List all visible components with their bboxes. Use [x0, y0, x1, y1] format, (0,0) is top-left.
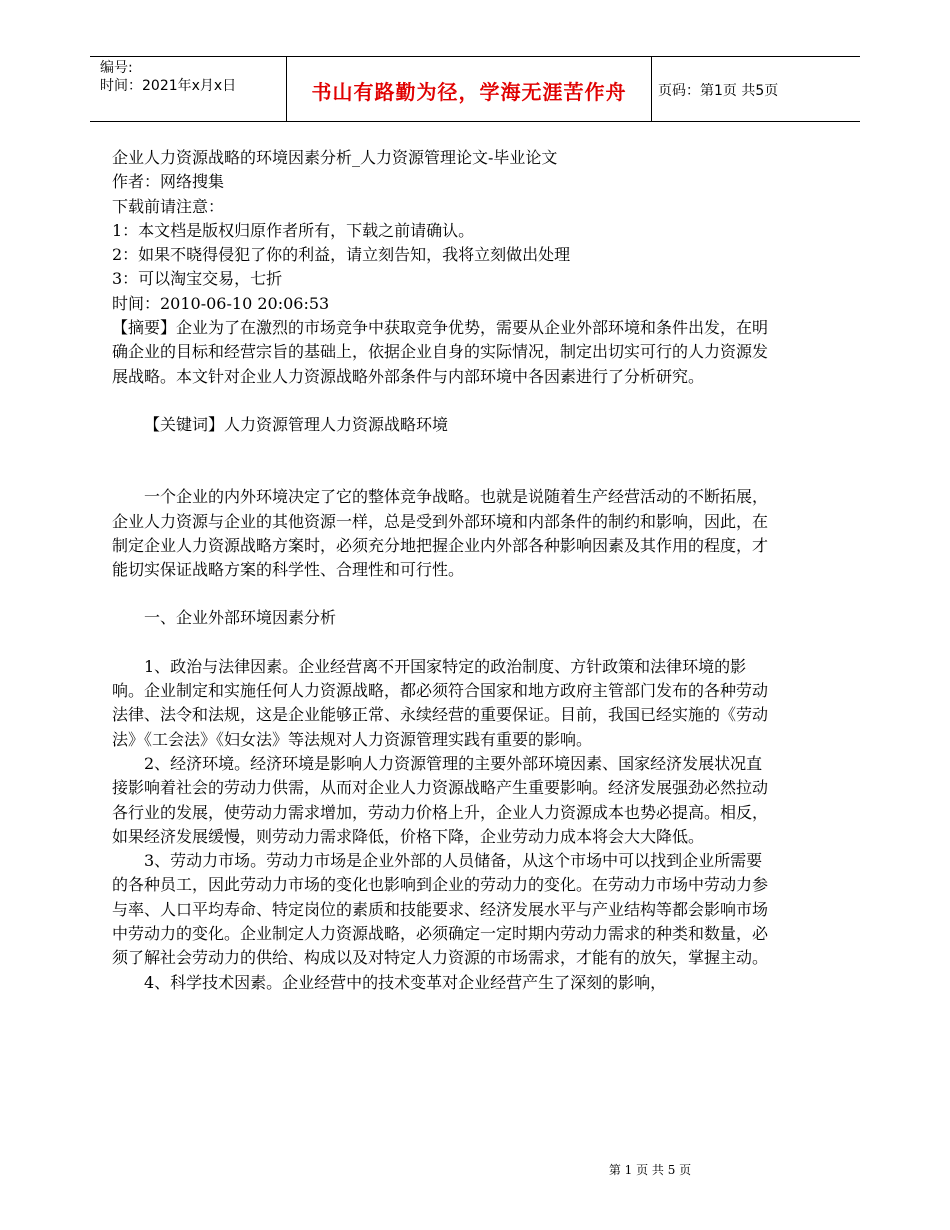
notice-item: 3：可以淘宝交易，七折: [112, 269, 283, 289]
body-paragraph: 4、科学技术因素。企业经营中的技术变革对企业经营产生了深刻的影响，: [144, 972, 667, 992]
document-date-label: 时间：2021年x月x日: [100, 78, 237, 94]
header-top-rule: [90, 56, 860, 57]
document-timestamp: 时间：2010-06-10 20:06:53: [112, 293, 330, 313]
header-divider-right: [651, 56, 652, 121]
body-paragraph: 2、经济环境。经济环境是影响人力资源管理的主要外部环境因素、国家经济发展状况直接影响着社会的劳动力供需，从而对企业人力资源战略产生重要影响。经济发展强劲必然拉动各行业的发展，使劳动力需求增加，劳动力价格上升，企业人力资源成本也势必提高。相反，如果经济发展缓慢，则劳动力需求降低，价格下降，企业劳动力成本将会大大降低。: [112, 753, 769, 846]
intro-paragraph: 一个企业的内外环境决定了它的整体竞争战略。也就是说随着生产经营活动的不断拓展，企业人力资源与企业的其他资源一样，总是受到外部环境和内部条件的制约和影响，因此，在制定企业人力资源战略方案时，必须充分地把握企业内外部各种影响因素及其作用的程度，才能切实保证战略方案的科学性、合理性和可行性。: [112, 487, 769, 580]
document-number-label: 编号:: [100, 60, 133, 76]
body-paragraph: 3、劳动力市场。劳动力市场是企业外部的人员储备，从这个市场中可以找到企业所需要的各种员工，因此劳动力市场的变化也影响到企业的劳动力的变化。在劳动力市场中劳动力参与率、人口平均寿命、特定岗位的素质和技能要求、经济发展水平与产业结构等都会影响市场中劳动力的变化。企业制定人力资源战略，必须确定一定时期内劳动力需求的种类和数量，必须了解社会劳动力的供给、构成以及对特定人力资源的市场需求，才能有的放矢，掌握主动。: [112, 851, 769, 968]
footer-page-number: 第 1 页 共 5 页: [608, 1163, 692, 1177]
body-paragraph: 1、政治与法律因素。企业经营离不开国家特定的政治制度、方针政策和法律环境的影响。企业制定和实施任何人力资源战略，都必须符合国家和地方政府主管部门发布的各种劳动法律、法令和法规，这是企业能够正常、永续经营的重要保证。目前，我国已经实施的《劳动法》《工会法》《妇女法》等法规对人力资源管理实践有重要的影响。: [112, 656, 769, 749]
header-meta: [100, 59, 236, 95]
document-body: [112, 146, 772, 995]
header-page-number: 页码：第1页 共5页: [658, 83, 779, 99]
keywords-line: 【关键词】人力资源管理人力资源战略环境: [144, 414, 449, 434]
notice-item: 1：本文档是版权归原作者所有，下载之前请确认。: [112, 220, 475, 240]
notice-heading: 下载前请注意：: [112, 196, 225, 216]
header-motto: 书山有路勤为径，学海无涯苦作舟: [311, 80, 627, 104]
abstract-paragraph: 【摘要】企业为了在激烈的市场竞争中获取竞争优势，需要从企业外部环境和条件出发，在明确企业的目标和经营宗旨的基础上，依据企业自身的实际情况，制定出切实可行的人力资源发展战略。本文针对企业人力资源战略外部条件与内部环境中各因素进行了分析研究。: [112, 318, 769, 386]
header-bottom-rule: [90, 121, 860, 122]
section-heading: 一、企业外部环境因素分析: [144, 608, 337, 628]
header-divider-left: [286, 56, 287, 121]
document-author: 作者：网络搜集: [112, 172, 225, 192]
notice-item: 2：如果不晓得侵犯了你的利益，请立刻告知，我将立刻做出处理: [112, 245, 571, 265]
document-title: 企业人力资源战略的环境因素分析_人力资源管理论文-毕业论文: [112, 148, 558, 167]
